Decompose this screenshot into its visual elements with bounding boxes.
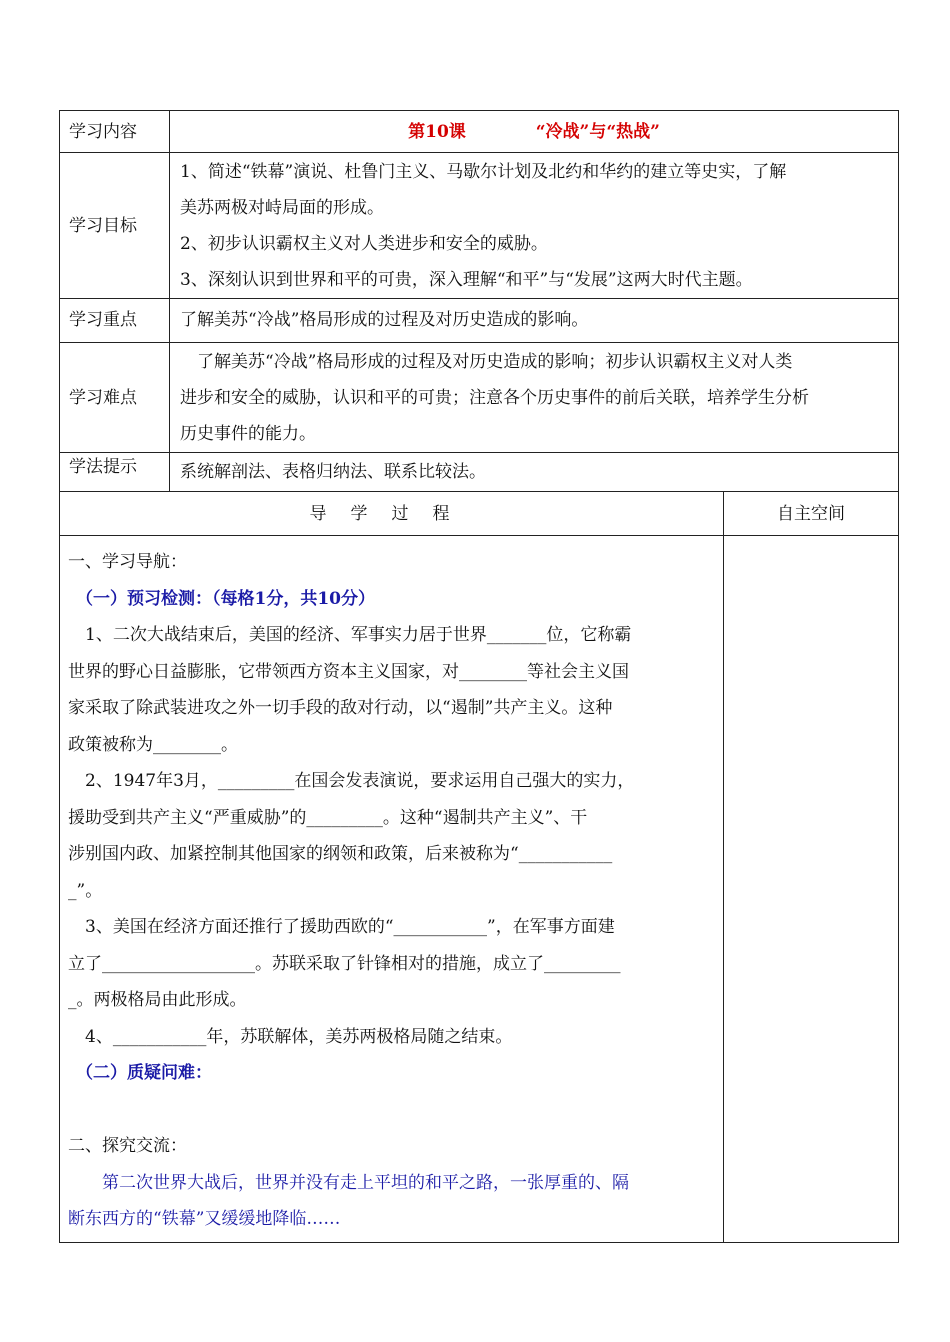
doubt-heading: （二）质疑问难：	[76, 1063, 212, 1083]
row-process-header	[60, 492, 899, 536]
label-key-points: 学习重点	[60, 299, 170, 343]
row-difficulties	[60, 343, 899, 453]
section-explore: 二、探究交流：	[68, 1136, 187, 1156]
row-method	[60, 453, 899, 492]
preview-heading: （一）预习检测：（每格1分，共10分）	[76, 588, 375, 609]
row-process-body	[60, 536, 899, 1243]
question-line: 政策被称为________。	[68, 734, 238, 755]
guide-body	[60, 536, 724, 1243]
difficulties-text	[170, 343, 899, 453]
side-space	[724, 536, 899, 1243]
question-line: 4、___________年，苏联解体，美苏两极格局随之结束。	[85, 1026, 513, 1047]
label-method: 学法提示	[60, 453, 170, 492]
label-difficulties: 学习难点	[60, 343, 170, 453]
difficulty-line: 历史事件的能力。	[180, 423, 316, 444]
key-points-text: 了解美苏“冷战”格局形成的过程及对历史造成的影响。	[170, 299, 899, 343]
lesson-name: “冷战”与“热战”	[535, 121, 660, 142]
row-goals	[60, 153, 899, 299]
question-line: 立了__________________。苏联采取了针锋相对的措施，成立了_________	[68, 953, 621, 974]
question-line: 2、1947年3月，_________在国会发表演说，要求运用自己强大的实力，	[85, 771, 635, 791]
difficulty-line: 进步和安全的威胁，认识和平的可贵；注意各个历史事件的前后关联，培养学生分析	[180, 387, 809, 408]
question-line: 涉别国内政、加紧控制其他国家的纲领和政策，后来被称为“___________	[68, 844, 613, 864]
process-heading: 导学过程	[60, 492, 724, 536]
row-content	[60, 111, 899, 153]
question-line: 世界的野心日益膨胀，它带领西方资本主义国家，对________等社会主义国	[68, 661, 629, 682]
explore-line: 第二次世界大战后，世界并没有走上平坦的和平之路，一张厚重的、隔	[102, 1172, 629, 1193]
question-line: _”。	[68, 880, 103, 901]
spacer	[68, 1092, 713, 1129]
lesson-number: 第10课	[408, 121, 466, 142]
goal-line: 2、初步认识霸权主义对人类进步和安全的威胁。	[180, 233, 548, 254]
lesson-title	[170, 111, 899, 153]
question-line: 3、美国在经济方面还推行了援助西欧的“___________”，在军事方面建	[85, 917, 615, 937]
goal-line: 美苏两极对峙局面的形成。	[180, 197, 384, 218]
question-line: 援助受到共产主义“严重威胁”的_________。这种“遏制共产主义”、干	[68, 807, 588, 828]
label-goals: 学习目标	[60, 153, 170, 299]
goal-line: 1、简述“铁幕”演说、杜鲁门主义、马歇尔计划及北约和华约的建立等史实，了解	[180, 161, 787, 182]
method-text: 系统解剖法、表格归纳法、联系比较法。	[170, 453, 899, 492]
side-space-heading: 自主空间	[724, 492, 899, 536]
label-content: 学习内容	[60, 111, 170, 153]
section-navigation: 一、学习导航：	[68, 552, 187, 572]
explore-line: 断东西方的“铁幕”又缓缓地降临……	[68, 1209, 341, 1229]
question-line: _。两极格局由此形成。	[68, 990, 247, 1010]
question-line: 家采取了除武装进攻之外一切手段的敌对行动，以“遏制”共产主义。这种	[68, 698, 613, 718]
difficulty-line: 了解美苏“冷战”格局形成的过程及对历史造成的影响；初步认识霸权主义对人类	[197, 351, 793, 372]
goals-text	[170, 153, 899, 299]
question-line: 1、二次大战结束后，美国的经济、军事实力居于世界_______位，它称霸	[85, 625, 632, 645]
row-key-points	[60, 299, 899, 343]
goal-line: 3、深刻认识到世界和平的可贵，深入理解“和平”与“发展”这两大时代主题。	[180, 269, 753, 290]
study-plan-table	[59, 110, 899, 1243]
